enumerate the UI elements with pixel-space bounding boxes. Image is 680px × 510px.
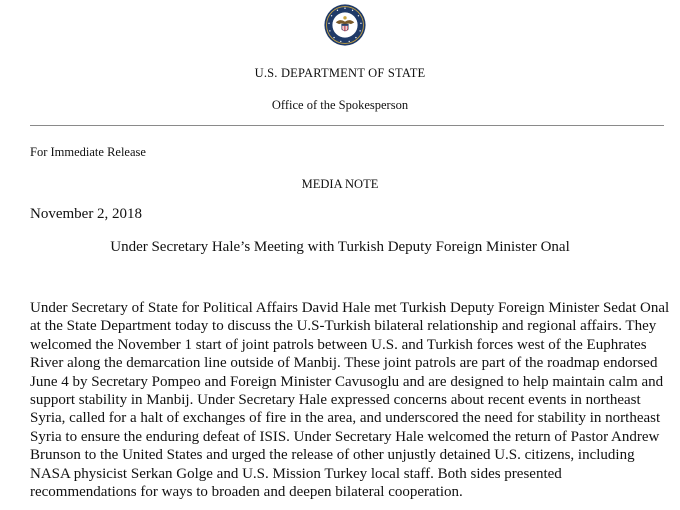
office-heading: Office of the Spokesperson <box>271 98 409 112</box>
release-date: November 2, 2018 <box>30 206 143 222</box>
department-of-state-seal-icon <box>324 4 366 46</box>
media-note-label: MEDIA NOTE <box>301 177 379 191</box>
document-title: Under Secretary Hale’s Meeting with Turkish Deputy Foreign Minister Onal <box>110 239 570 255</box>
release-label: For Immediate Release <box>30 145 146 159</box>
header-divider <box>30 125 664 126</box>
body-paragraph: Under Secretary of State for Political Affairs David Hale met Turkish Deputy Foreign Minister Sedat Onal at the State Department today to discuss the U.S-Turkish bilateral relationship and regional affairs. They welcomed the November 1 start of joint patrols between U.S. and Turkish forces west of the Euphrates River along the demarcation line outside of Manbij. These joint patrols are part of the roadmap endorsed June 4 by Secretary Pompeo and Foreign Minister Cavusoglu and are designed to help maintain calm and support stability in Manbij. Under Secretary Hale expressed concerns about recent events in northeast Syria, called for a halt of exchanges of fire in the area, and underscored the need for stability in northeast Syria to ensure the enduring defeat of ISIS. Under Secretary Hale welcomed the return of Pastor Andrew Brunson to the United States and urged the release of other unjustly detained U.S. citizens, including NASA physicist Serkan Golge and U.S. Mission Turkey local staff. Both sides presented recommendations for ways to broaden and deepen bilateral cooperation. <box>30 300 670 501</box>
department-heading: U.S. DEPARTMENT OF STATE <box>254 66 426 80</box>
